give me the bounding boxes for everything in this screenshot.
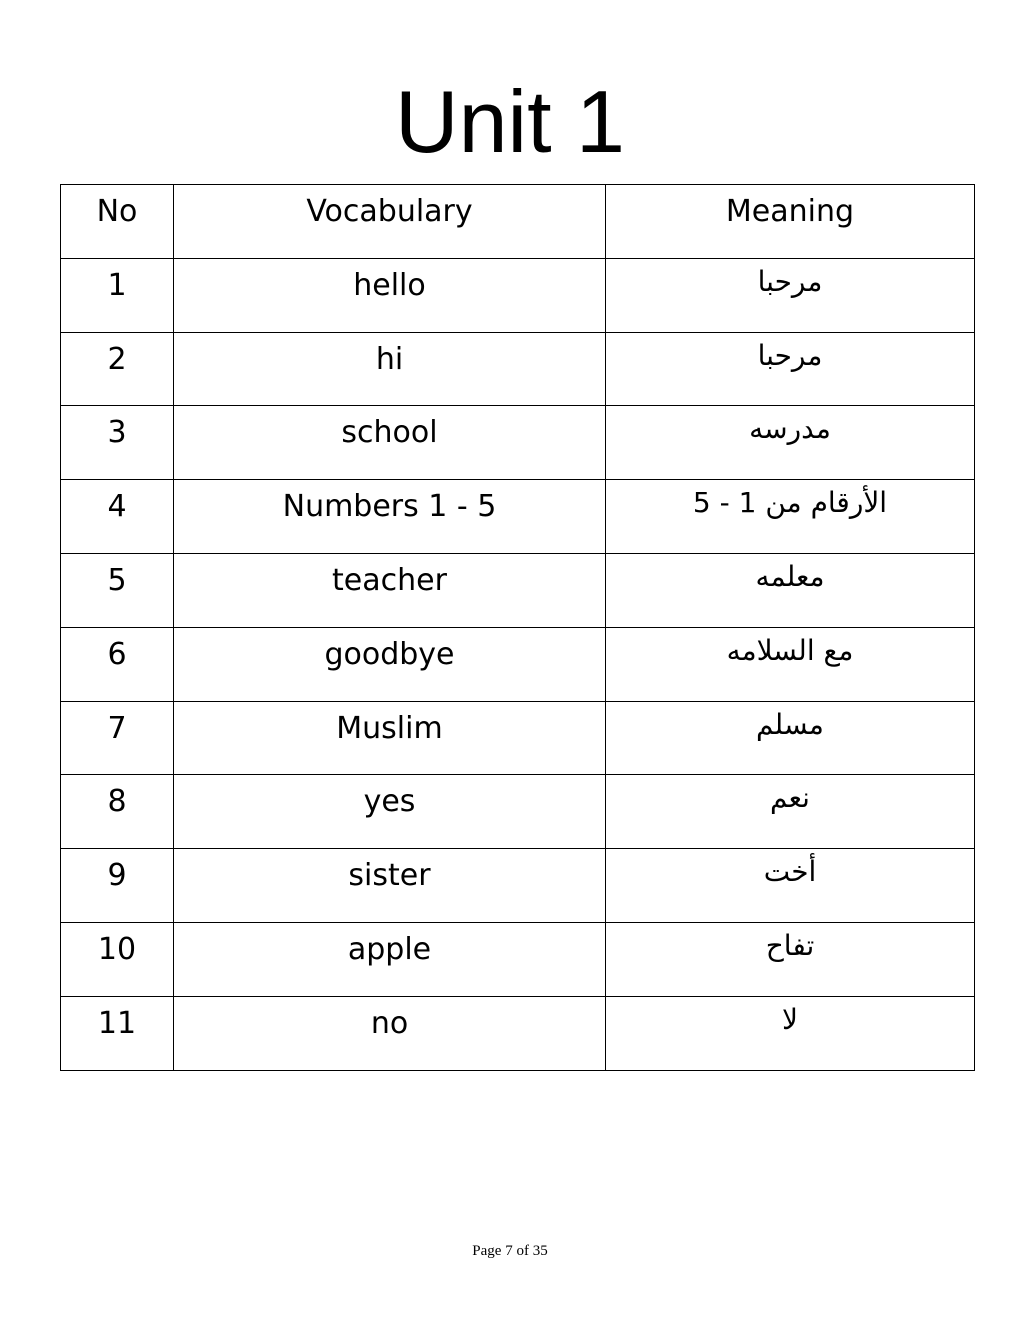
cell-vocabulary: sister [174,849,606,923]
table-row [61,553,975,627]
cell-no: 7 [61,701,174,775]
header-vocabulary: Vocabulary [174,185,606,259]
cell-no: 5 [61,553,174,627]
table-row [61,701,975,775]
cell-vocabulary: hi [174,332,606,406]
cell-meaning: معلمه [606,553,975,627]
cell-no: 4 [61,480,174,554]
cell-meaning: مرحبا [606,258,975,332]
table-row [61,332,975,406]
table-row [61,406,975,480]
header-meaning: Meaning [606,185,975,259]
cell-meaning: نعم [606,775,975,849]
header-no: No [61,185,174,259]
page-footer: Page 7 of 35 [472,1243,548,1259]
cell-vocabulary: apple [174,922,606,996]
cell-no: 10 [61,922,174,996]
table-header-row [61,185,975,259]
table-row [61,480,975,554]
cell-no: 6 [61,627,174,701]
cell-meaning: مدرسه [606,406,975,480]
cell-meaning: مسلم [606,701,975,775]
cell-vocabulary: hello [174,258,606,332]
page-title: Unit 1 [395,72,625,171]
cell-no: 11 [61,996,174,1070]
cell-vocabulary: school [174,406,606,480]
cell-no: 3 [61,406,174,480]
table-row [61,922,975,996]
table-row [61,627,975,701]
cell-meaning: لا [606,996,975,1070]
cell-no: 2 [61,332,174,406]
cell-vocabulary: no [174,996,606,1070]
vocabulary-table [60,184,975,1071]
cell-meaning: تفاح [606,922,975,996]
cell-vocabulary: Muslim [174,701,606,775]
cell-meaning: مع السلامه [606,627,975,701]
cell-vocabulary: goodbye [174,627,606,701]
table-row [61,775,975,849]
cell-no: 9 [61,849,174,923]
cell-no: 8 [61,775,174,849]
cell-meaning: الأرقام من 1 - 5 [606,480,975,554]
table-row [61,996,975,1070]
cell-meaning: مرحبا [606,332,975,406]
table-row [61,258,975,332]
cell-vocabulary: teacher [174,553,606,627]
cell-meaning: أخت [606,849,975,923]
cell-vocabulary: Numbers 1 - 5 [174,480,606,554]
cell-no: 1 [61,258,174,332]
table-row [61,849,975,923]
cell-vocabulary: yes [174,775,606,849]
